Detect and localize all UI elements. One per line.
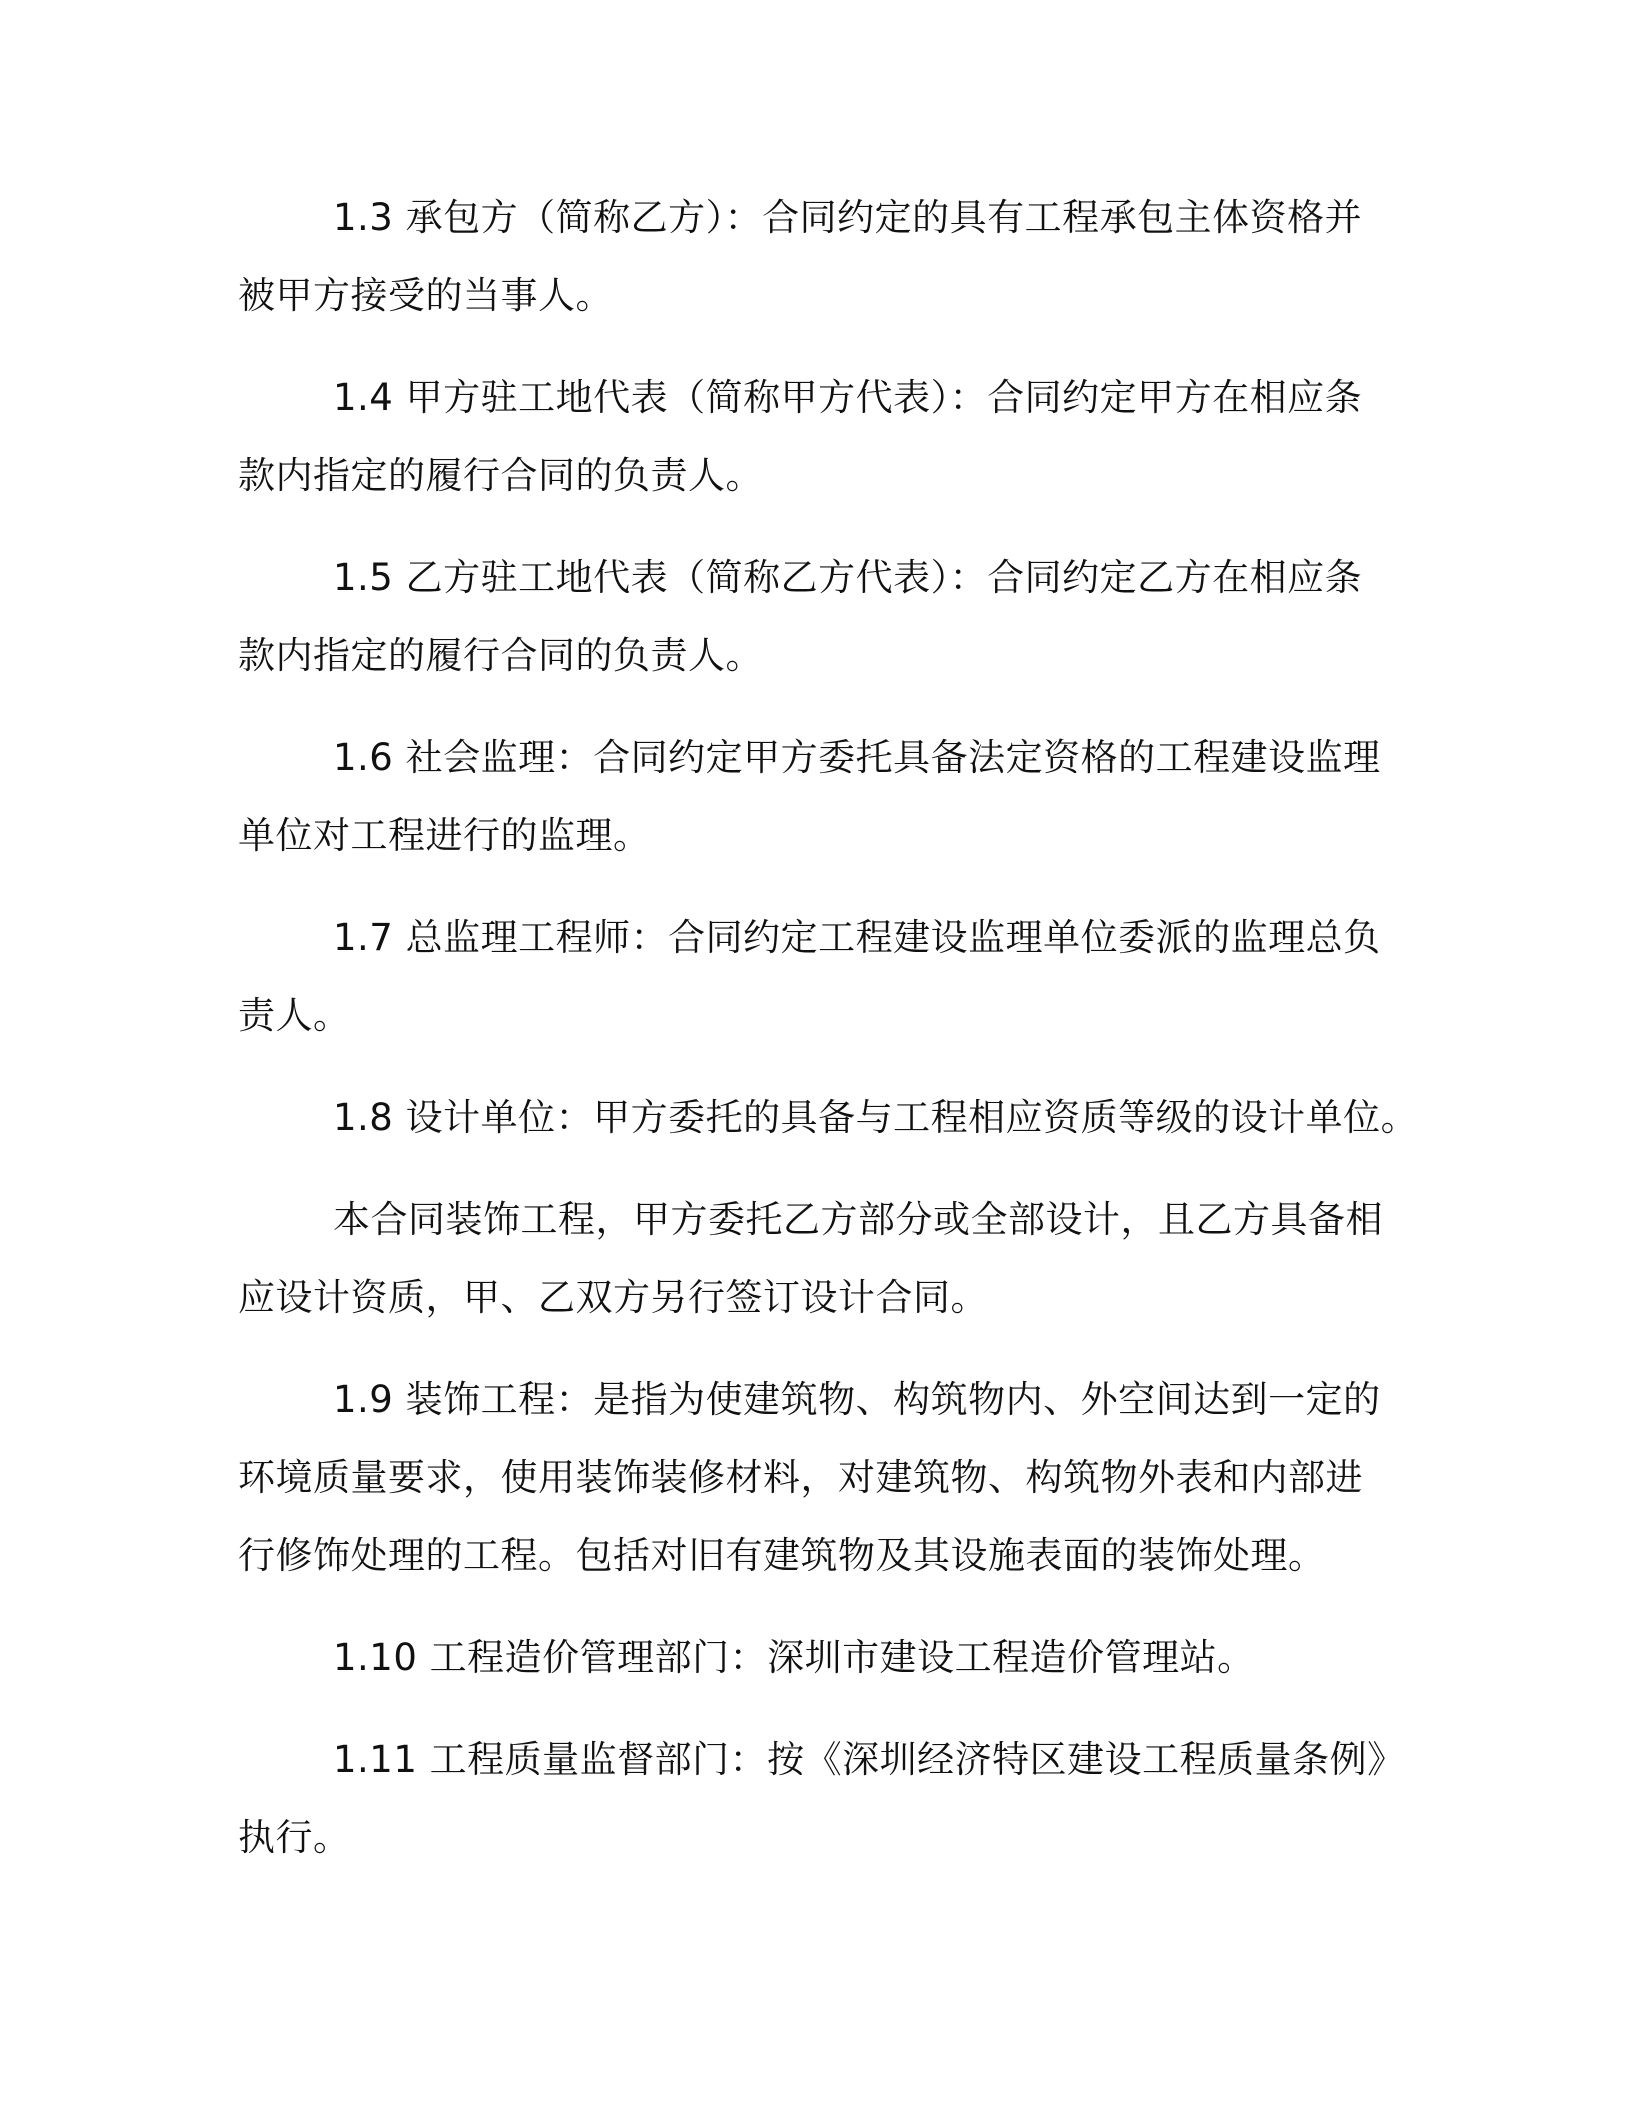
clause-1-6-line-2: 单位对工程进行的监理。 (238, 814, 651, 857)
clause-1-6-line-1: 1.6 社会监理：合同约定甲方委托具备法定资格的工程建设监理 (333, 736, 1381, 779)
clause-1-9-line-2: 环境质量要求，使用装饰装修材料，对建筑物、构筑物外表和内部进 (238, 1456, 1363, 1499)
clause-1-3-line-1: 1.3 承包方（简称乙方）：合同约定的具有工程承包主体资格并 (333, 196, 1363, 239)
clause-1-5-line-2: 款内指定的履行合同的负责人。 (238, 634, 763, 677)
clause-1-9-line-1: 1.9 装饰工程：是指为使建筑物、构筑物内、外空间达到一定的 (333, 1378, 1381, 1421)
design-note-line-2: 应设计资质，甲、乙双方另行签订设计合同。 (238, 1276, 988, 1319)
clause-1-3-line-2: 被甲方接受的当事人。 (238, 274, 613, 317)
design-note-line-1: 本合同装饰工程，甲方委托乙方部分或全部设计，且乙方具备相 (333, 1198, 1383, 1241)
clause-1-7-line-2: 责人。 (238, 994, 351, 1037)
clause-1-7-line-1: 1.7 总监理工程师：合同约定工程建设监理单位委派的监理总负 (333, 916, 1381, 959)
clause-1-8-line-1: 1.8 设计单位：甲方委托的具备与工程相应资质等级的设计单位。 (333, 1096, 1419, 1139)
clause-1-11-line-1: 1.11 工程质量监督部门：按《深圳经济特区建设工程质量条例》 (333, 1738, 1405, 1781)
clause-1-10-line-1: 1.10 工程造价管理部门：深圳市建设工程造价管理站。 (333, 1636, 1255, 1679)
clause-1-11-line-2: 执行。 (238, 1816, 351, 1859)
clause-1-4-line-2: 款内指定的履行合同的负责人。 (238, 454, 763, 497)
clause-1-4-line-1: 1.4 甲方驻工地代表（简称甲方代表）：合同约定甲方在相应条 (333, 376, 1363, 419)
clause-1-9-line-3: 行修饰处理的工程。包括对旧有建筑物及其设施表面的装饰处理。 (238, 1534, 1326, 1577)
clause-1-5-line-1: 1.5 乙方驻工地代表（简称乙方代表）：合同约定乙方在相应条 (333, 556, 1363, 599)
